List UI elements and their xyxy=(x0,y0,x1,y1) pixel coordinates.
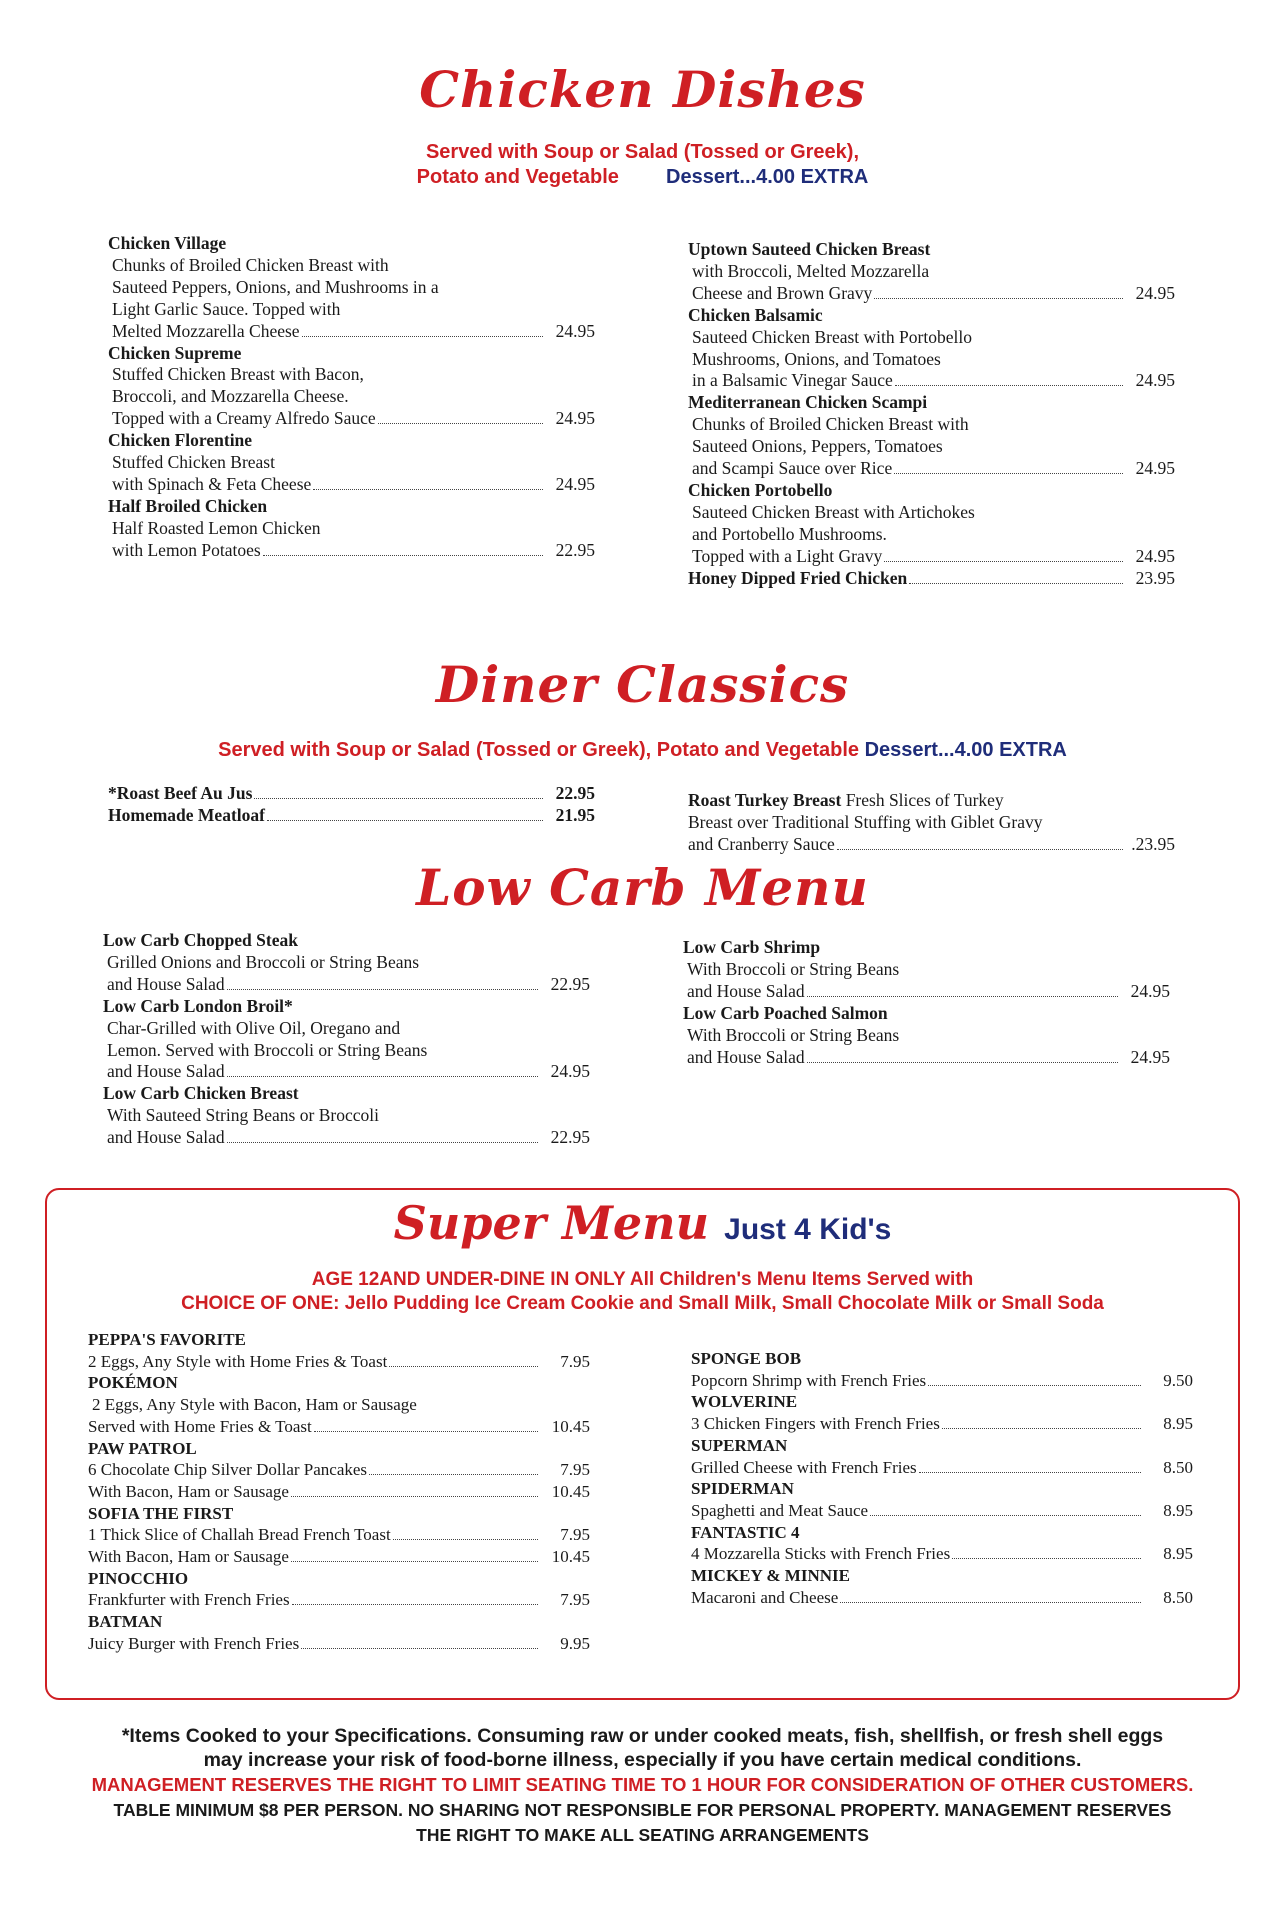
item-price: 7.95 xyxy=(560,1525,590,1545)
menu-item xyxy=(688,305,1175,393)
item-price-line xyxy=(88,1546,590,1568)
diner-sub-dessert: Dessert...4.00 EXTRA xyxy=(864,739,1067,761)
item-price-line xyxy=(688,458,1175,480)
item-price-line xyxy=(683,1047,1170,1069)
item-desc-last: Popcorn Shrimp with French Fries xyxy=(691,1370,927,1390)
footer-line1: *Items Cooked to your Specifications. Consuming raw or under cooked meats, fish, shellfish, or fresh shell eggs xyxy=(121,1725,1164,1747)
item-name: Chicken Balsamic xyxy=(688,304,823,325)
item-price: 24.95 xyxy=(1135,458,1175,479)
item-desc-last: Spaghetti and Meat Sauce xyxy=(691,1500,869,1520)
menu-item xyxy=(691,1565,1193,1608)
menu-item xyxy=(688,239,1175,305)
item-price: 8.95 xyxy=(1163,1414,1193,1434)
dot-leader xyxy=(369,1474,538,1475)
menu-item xyxy=(88,1438,590,1503)
menu-item xyxy=(691,1348,1193,1391)
item-price: 22.95 xyxy=(550,973,590,994)
item-price: 8.50 xyxy=(1163,1587,1193,1607)
chicken-right-column xyxy=(688,239,1175,590)
item-name: POKÉMON xyxy=(88,1373,178,1393)
footer-line3: MANAGEMENT RESERVES THE RIGHT TO LIMIT SEATING TIME TO 1 HOUR FOR CONSIDERATION OF OTHER CUSTOMERS. xyxy=(91,1774,1194,1795)
item-price: .23.95 xyxy=(1131,833,1175,854)
menu-item-roast-turkey xyxy=(688,790,1175,856)
dot-leader xyxy=(928,1385,1141,1386)
menu-item xyxy=(691,1435,1193,1478)
kids-title-sub: Just 4 Kid's xyxy=(724,1213,892,1246)
menu-item xyxy=(108,496,595,562)
item-desc-last: Topped with a Creamy Alfredo Sauce xyxy=(112,408,376,429)
item-desc: Broccoli, and Mozzarella Cheese. xyxy=(112,386,349,407)
menu-item xyxy=(688,392,1175,480)
item-price: 24.95 xyxy=(1135,370,1175,391)
item-price: 10.45 xyxy=(551,1547,590,1567)
item-price-line xyxy=(691,1413,1193,1435)
item-name: BATMAN xyxy=(88,1612,163,1632)
item-name: SUPERMAN xyxy=(691,1435,788,1455)
menu-item xyxy=(683,1003,1170,1069)
item-desc: With Broccoli or String Beans xyxy=(687,1024,900,1045)
item-desc-last: 1 Thick Slice of Challah Bread French Toast xyxy=(88,1525,391,1545)
item-desc: Chunks of Broiled Chicken Breast with xyxy=(692,414,969,435)
item-price-line xyxy=(691,1543,1193,1565)
item-desc-last: in a Balsamic Vinegar Sauce xyxy=(692,370,893,391)
item-desc: Mushrooms, Onions, and Tomatoes xyxy=(692,348,941,369)
dot-leader xyxy=(942,1428,1141,1429)
kids-title xyxy=(0,1196,1285,1250)
item-price-line xyxy=(691,1587,1193,1609)
lowcarb-right-column xyxy=(683,937,1170,1068)
dot-leader xyxy=(227,1076,538,1077)
dot-leader xyxy=(313,489,543,490)
item-desc-last: 4 Mozzarella Sticks with French Fries xyxy=(691,1544,951,1564)
menu-item xyxy=(108,233,595,343)
item-name: Low Carb Shrimp xyxy=(683,937,821,957)
item-price: 8.95 xyxy=(1163,1544,1193,1564)
item-desc-last: Topped with a Light Gravy xyxy=(692,545,883,566)
item-name: Low Carb Chicken Breast xyxy=(103,1083,299,1104)
item-desc: Sauteed Peppers, Onions, and Mushrooms in a xyxy=(112,276,439,297)
item-name: Half Broiled Chicken xyxy=(108,495,268,516)
footer-line5: THE RIGHT TO MAKE ALL SEATING ARRANGEMENTS xyxy=(416,1825,869,1845)
menu-item xyxy=(691,1522,1193,1565)
item-price: 24.95 xyxy=(1135,545,1175,566)
item-price: 22.95 xyxy=(550,1127,590,1148)
item-price-line xyxy=(103,1127,590,1149)
item-desc-last: Macaroni and Cheese xyxy=(691,1587,839,1607)
item-price-line xyxy=(691,1457,1193,1479)
item-desc: Breast over Traditional Stuffing with Giblet Gravy xyxy=(688,811,1043,832)
item-price-line xyxy=(88,1416,590,1438)
turkey-first-line xyxy=(688,790,1175,812)
menu-item xyxy=(683,937,1170,1003)
chicken-sub-line2-row xyxy=(0,165,1285,190)
lowcarb-left-column xyxy=(103,930,590,1149)
item-desc-last: With Bacon, Ham or Sausage xyxy=(88,1547,289,1567)
diner-left-column xyxy=(108,783,595,827)
menu-item xyxy=(88,1329,590,1372)
item-price-line xyxy=(683,981,1170,1003)
item-price: 24.95 xyxy=(555,320,595,341)
item-name: Uptown Sauteed Chicken Breast xyxy=(688,239,931,259)
item-name: Chicken Florentine xyxy=(108,430,253,451)
item-desc: with Broccoli, Melted Mozzarella xyxy=(692,260,930,281)
item-price: 8.50 xyxy=(1163,1457,1193,1477)
footer-line4: TABLE MINIMUM $8 PER PERSON. NO SHARING NOT RESPONSIBLE FOR PERSONAL PROPERTY. MANAGEMENT RESERVES xyxy=(113,1800,1172,1820)
item-name: Chicken Village xyxy=(108,233,227,253)
diner-subtitle xyxy=(0,738,1285,763)
item-desc: With Broccoli or String Beans xyxy=(687,958,900,979)
dot-leader xyxy=(884,561,1123,562)
item-price-line xyxy=(691,1500,1193,1522)
item-price: 9.50 xyxy=(1163,1370,1193,1390)
menu-item xyxy=(108,430,595,496)
chicken-sub-dessert: Dessert...4.00 EXTRA xyxy=(666,166,869,188)
dot-leader xyxy=(807,996,1118,997)
dot-leader xyxy=(267,820,543,821)
item-price-line xyxy=(88,1524,590,1546)
item-price-line xyxy=(688,370,1175,392)
menu-item xyxy=(88,1372,590,1437)
item-desc-last: 6 Chocolate Chip Silver Dollar Pancakes xyxy=(88,1460,368,1480)
diner-sub: Served with Soup or Salad (Tossed or Greek), Potato and Vegetable xyxy=(218,739,859,761)
dot-leader xyxy=(301,1648,538,1649)
item-name: *Roast Beef Au Jus xyxy=(108,783,253,803)
diner-right-column xyxy=(688,790,1175,856)
item-desc: Lemon. Served with Broccoli or String Beans xyxy=(107,1039,428,1060)
item-desc: Sauteed Chicken Breast with Artichokes xyxy=(692,501,975,522)
kids-note-line2: CHOICE OF ONE: Jello Pudding Ice Cream Cookie and Small Milk, Small Chocolate Milk or Small Soda xyxy=(181,1293,1104,1314)
item-desc-last: Frankfurter with French Fries xyxy=(88,1590,290,1610)
item-price: 10.45 xyxy=(551,1481,590,1501)
dot-leader xyxy=(894,473,1123,474)
menu-item xyxy=(108,343,595,431)
menu-item-honey-dipped xyxy=(688,568,1175,590)
item-price: 7.95 xyxy=(560,1590,590,1610)
dot-leader xyxy=(254,798,543,799)
item-price: 22.95 xyxy=(555,783,595,803)
item-price-line xyxy=(103,1061,590,1083)
item-desc: and Portobello Mushrooms. xyxy=(692,523,887,544)
item-name: Low Carb Chopped Steak xyxy=(103,930,298,950)
item-name: FANTASTIC 4 xyxy=(691,1522,800,1542)
item-desc-last: and House Salad xyxy=(687,980,805,1001)
kids-note xyxy=(0,1268,1285,1316)
item-price: 23.95 xyxy=(1135,567,1175,588)
dot-leader xyxy=(393,1539,538,1540)
item-price-line xyxy=(108,321,595,343)
item-name: SOFIA THE FIRST xyxy=(88,1503,234,1523)
kids-right-column xyxy=(691,1348,1193,1608)
item-desc: Stuffed Chicken Breast with Bacon, xyxy=(112,364,364,385)
item-price: 24.95 xyxy=(550,1061,590,1082)
item-name: PEPPA'S FAVORITE xyxy=(88,1330,246,1349)
item-name: Homemade Meatloaf xyxy=(108,804,265,825)
item-desc: Fresh Slices of Turkey xyxy=(845,790,1004,810)
item-name: WOLVERINE xyxy=(691,1392,798,1412)
item-price: 24.95 xyxy=(555,473,595,494)
menu-item xyxy=(108,783,595,805)
dot-leader xyxy=(227,989,538,990)
chicken-subtitle xyxy=(0,140,1285,190)
dot-leader xyxy=(263,555,543,556)
item-price-line xyxy=(688,546,1175,568)
item-desc-last: Juicy Burger with French Fries xyxy=(88,1633,300,1653)
dot-leader xyxy=(302,336,543,337)
item-price-line xyxy=(108,408,595,430)
dot-leader xyxy=(952,1558,1141,1559)
footer xyxy=(0,1724,1285,1848)
dot-leader xyxy=(807,1062,1118,1063)
item-name: Low Carb Poached Salmon xyxy=(683,1002,888,1023)
diner-title: Diner Classics xyxy=(435,655,850,714)
item-desc-last: Cheese and Brown Gravy xyxy=(692,282,873,303)
item-desc: Char-Grilled with Olive Oil, Oregano and xyxy=(107,1017,401,1038)
item-name: Honey Dipped Fried Chicken xyxy=(688,567,908,588)
dot-leader xyxy=(870,1515,1141,1516)
dot-leader xyxy=(909,583,1123,584)
menu-item xyxy=(103,996,590,1084)
item-price-line xyxy=(688,834,1175,856)
item-price-line xyxy=(88,1481,590,1503)
item-desc-last: With Bacon, Ham or Sausage xyxy=(88,1481,289,1501)
item-desc-last: 3 Chicken Fingers with French Fries xyxy=(691,1414,940,1434)
item-name: Roast Turkey Breast xyxy=(688,790,842,810)
menu-item xyxy=(688,480,1175,568)
item-desc-last: and Cranberry Sauce xyxy=(688,833,835,854)
dot-leader xyxy=(840,1602,1141,1603)
dot-leader xyxy=(389,1366,538,1367)
dot-leader xyxy=(378,423,543,424)
chicken-left-column xyxy=(108,233,595,562)
dot-leader xyxy=(895,385,1123,386)
item-name: SPONGE BOB xyxy=(691,1349,802,1368)
item-name: PAW PATROL xyxy=(88,1438,197,1458)
dot-leader xyxy=(227,1142,538,1143)
item-desc: Sauteed Chicken Breast with Portobello xyxy=(692,326,972,347)
item-desc: Chunks of Broiled Chicken Breast with xyxy=(112,254,389,275)
item-price-line xyxy=(88,1589,590,1611)
dot-leader xyxy=(874,298,1123,299)
menu-item xyxy=(103,1083,590,1149)
item-price: 7.95 xyxy=(560,1351,590,1371)
menu-item xyxy=(88,1503,590,1568)
item-price-line xyxy=(108,540,595,562)
chicken-sub-line1: Served with Soup or Salad (Tossed or Greek), xyxy=(425,141,860,163)
item-price: 24.95 xyxy=(1135,282,1175,303)
item-price: 7.95 xyxy=(560,1460,590,1480)
item-desc-last: and House Salad xyxy=(107,973,225,994)
item-name: MICKEY & MINNIE xyxy=(691,1566,850,1586)
item-desc-last: and House Salad xyxy=(107,1127,225,1148)
item-desc-last: Melted Mozzarella Cheese xyxy=(112,320,300,341)
item-name: SPIDERMAN xyxy=(691,1479,794,1499)
menu-item xyxy=(88,1611,590,1654)
item-price-line xyxy=(88,1459,590,1481)
menu-item xyxy=(691,1478,1193,1521)
item-desc-last: Grilled Cheese with French Fries xyxy=(691,1457,917,1477)
item-desc-last: 2 Eggs, Any Style with Home Fries & Toast xyxy=(88,1351,388,1371)
item-desc: Grilled Onions and Broccoli or String Beans xyxy=(107,951,420,972)
item-price-line xyxy=(88,1351,590,1373)
kids-note-line1: AGE 12AND UNDER-DINE IN ONLY All Children's Menu Items Served with xyxy=(311,1269,974,1290)
menu-item xyxy=(108,805,595,827)
lowcarb-title: Low Carb Menu xyxy=(416,858,869,917)
item-desc: Half Roasted Lemon Chicken xyxy=(112,517,321,538)
item-desc-last: and House Salad xyxy=(687,1046,805,1067)
item-desc-last: Served with Home Fries & Toast xyxy=(88,1416,312,1436)
item-price: 8.95 xyxy=(1163,1500,1193,1520)
item-price-line xyxy=(88,1633,590,1655)
item-desc: 2 Eggs, Any Style with Bacon, Ham or Sausage xyxy=(92,1395,417,1415)
item-desc: Sauteed Onions, Peppers, Tomatoes xyxy=(692,436,943,457)
item-desc-last: with Lemon Potatoes xyxy=(112,539,261,560)
menu-item xyxy=(691,1391,1193,1434)
item-price-line xyxy=(688,283,1175,305)
item-price-line xyxy=(108,474,595,496)
footer-line2: may increase your risk of food-borne illness, especially if you have certain medical conditions. xyxy=(203,1749,1082,1771)
item-desc: Light Garlic Sauce. Topped with xyxy=(112,298,341,319)
item-price: 24.95 xyxy=(1130,1046,1170,1067)
item-price: 21.95 xyxy=(555,804,595,825)
item-name: Low Carb London Broil* xyxy=(103,995,293,1016)
item-price: 22.95 xyxy=(555,539,595,560)
kids-left-column xyxy=(88,1329,590,1655)
item-price-line xyxy=(103,974,590,996)
item-price: 24.95 xyxy=(555,408,595,429)
chicken-title: Chicken Dishes xyxy=(419,60,866,119)
item-price: 9.95 xyxy=(560,1633,590,1653)
item-desc: With Sauteed String Beans or Broccoli xyxy=(107,1105,379,1126)
dot-leader xyxy=(292,1604,538,1605)
item-desc-last: and Scampi Sauce over Rice xyxy=(692,458,893,479)
item-name: Mediterranean Chicken Scampi xyxy=(688,392,928,413)
dot-leader xyxy=(837,849,1123,850)
menu-item xyxy=(103,930,590,996)
item-price: 24.95 xyxy=(1130,980,1170,1001)
dot-leader xyxy=(314,1431,538,1432)
chicken-sub-line2: Potato and Vegetable xyxy=(416,166,619,188)
dot-leader xyxy=(291,1496,538,1497)
menu-item xyxy=(88,1568,590,1611)
item-name: PINOCCHIO xyxy=(88,1568,189,1588)
dot-leader xyxy=(291,1561,538,1562)
item-name: Chicken Supreme xyxy=(108,342,242,363)
item-desc-last: with Spinach & Feta Cheese xyxy=(112,473,312,494)
item-price: 10.45 xyxy=(551,1416,590,1436)
item-price-line xyxy=(691,1370,1193,1392)
item-desc-last: and House Salad xyxy=(107,1061,225,1082)
item-name: Chicken Portobello xyxy=(688,479,833,500)
dot-leader xyxy=(919,1472,1141,1473)
item-desc: Stuffed Chicken Breast xyxy=(112,452,275,473)
kids-title-script: Super Menu xyxy=(393,1196,710,1250)
